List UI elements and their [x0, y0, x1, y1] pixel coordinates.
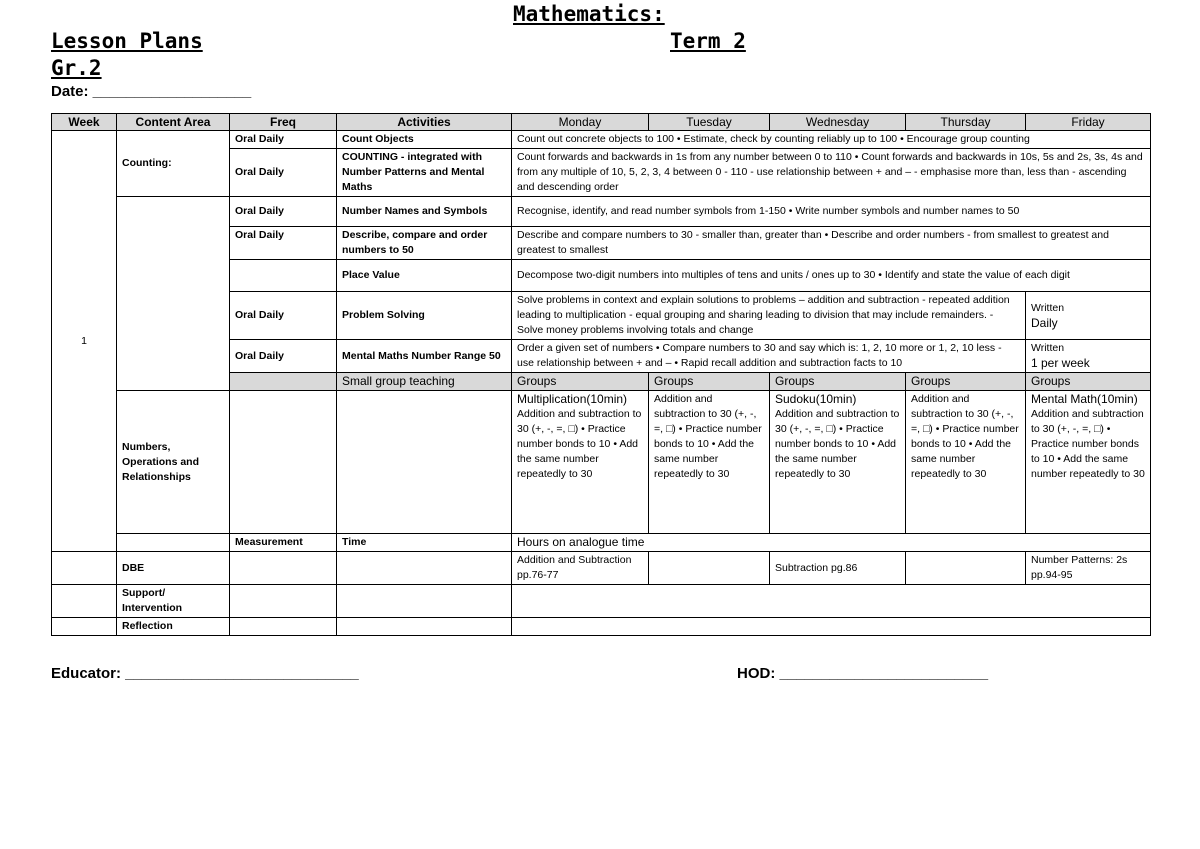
activity-description: Hours on analogue time — [512, 534, 1151, 552]
activity-cell — [337, 391, 512, 534]
term-title: Term 2 — [670, 29, 746, 53]
thursday-cell: Addition and subtraction to 30 (+, -, =, □) • Practice number bonds to 10 • Add the same number repeatedly to 30 — [906, 391, 1026, 534]
col-tuesday: Tuesday — [649, 114, 770, 131]
wednesday-cell — [770, 391, 906, 534]
content-area-blank — [117, 197, 230, 391]
freq-cell — [230, 391, 337, 534]
activity-description: Describe and compare numbers to 30 - smaller than, greater than • Describe and order numbers - from smallest to greatest and greatest to smallest — [512, 227, 1151, 260]
activity-description: Decompose two-digit numbers into multiples of tens and units / ones up to 30 • Identify and state the value of each digit — [512, 260, 1151, 292]
activity-description: Order a given set of numbers • Compare numbers to 30 and say which is: 1, 2, 10 more or 1, 2, 10 less - use relationship between + and – • Rapid recall addition and subtraction facts to 10 — [512, 340, 1026, 373]
monday-cell: Groups — [512, 373, 649, 391]
col-content-area: Content Area — [117, 114, 230, 131]
thursday-cell — [906, 552, 1026, 585]
activity-cell: Number Names and Symbols — [337, 197, 512, 227]
friday-note: Daily — [1031, 315, 1058, 330]
col-thursday: Thursday — [906, 114, 1026, 131]
week-blank — [52, 552, 117, 585]
activity-cell: Place Value — [337, 260, 512, 292]
col-freq: Freq — [230, 114, 337, 131]
monday-title: Multiplication(10min) — [517, 392, 628, 406]
table-row — [52, 391, 1151, 534]
date-field[interactable]: Date: ___________________ — [51, 83, 252, 100]
week-blank — [52, 585, 117, 618]
subject-title: Mathematics: — [513, 2, 665, 26]
tuesday-cell: Addition and subtraction to 30 (+, -, =, □) • Practice number bonds to 10 • Add the same number repeatedly to 30 — [649, 391, 770, 534]
monday-cell — [512, 391, 649, 534]
lesson-plans-title: Lesson Plans — [51, 29, 203, 53]
col-wednesday: Wednesday — [770, 114, 906, 131]
wednesday-title: Sudoku(10min) — [775, 392, 857, 406]
activity-description: Count forwards and backwards in 1s from any number between 0 to 110 • Count forwards and backwards in 10s, 5s and 2s, 3s, 4s and from any multiple of 10, 5, 2, 3, 4 between 0 - 110 - use relationship between + and – - emphasise more than, less than - ascending and descending order — [512, 149, 1151, 197]
col-week: Week — [52, 114, 117, 131]
friday-note: Written — [1031, 342, 1065, 354]
tuesday-cell — [649, 552, 770, 585]
wednesday-cell: Subtraction pg.86 — [770, 552, 906, 585]
freq-cell: Oral Daily — [230, 131, 337, 149]
friday-note: 1 per week — [1031, 356, 1090, 370]
content-area-numbers: Numbers, Operations and Relationships — [117, 391, 230, 534]
support-notes[interactable] — [512, 585, 1151, 618]
table-row — [52, 585, 1151, 618]
friday-cell: Groups — [1026, 373, 1151, 391]
activity-description: Solve problems in context and explain solutions to problems – addition and subtraction - repeated addition leading to multiplication - equal grouping and sharing leading to division that may include remainders. - Solve money problems involving totals and change — [512, 292, 1026, 340]
content-area-dbe: DBE — [117, 552, 230, 585]
week-number: 1 — [52, 131, 117, 552]
activity-cell: Small group teaching — [337, 373, 512, 391]
friday-note: Written — [1031, 301, 1065, 314]
activity-cell: COUNTING - integrated with Number Patterns and Mental Maths — [337, 149, 512, 197]
activity-cell: Problem Solving — [337, 292, 512, 340]
freq-cell: Oral Daily — [230, 292, 337, 340]
freq-cell — [230, 260, 337, 292]
table-row — [52, 131, 1151, 149]
tuesday-cell: Groups — [649, 373, 770, 391]
freq-cell — [230, 552, 337, 585]
table-header-row — [52, 114, 1151, 131]
activity-cell — [337, 618, 512, 636]
col-friday: Friday — [1026, 114, 1151, 131]
lesson-plan-table — [51, 113, 1151, 636]
freq-cell: Oral Daily — [230, 197, 337, 227]
content-area-counting: Counting: — [117, 131, 230, 197]
activity-cell — [337, 552, 512, 585]
educator-signature[interactable]: Educator: ____________________________ — [51, 665, 359, 682]
activity-cell: Mental Maths Number Range 50 — [337, 340, 512, 373]
table-row — [52, 618, 1151, 636]
monday-text: Addition and subtraction to 30 (+, -, =, □) • Practice number bonds to 10 • Add the same number repeatedly to 30 — [517, 408, 642, 480]
freq-cell — [230, 373, 337, 391]
thursday-cell: Groups — [906, 373, 1026, 391]
wednesday-cell: Groups — [770, 373, 906, 391]
content-area-blank — [117, 534, 230, 552]
freq-cell — [230, 585, 337, 618]
col-activities: Activities — [337, 114, 512, 131]
reflection-notes[interactable] — [512, 618, 1151, 636]
freq-cell: Measurement — [230, 534, 337, 552]
freq-cell: Oral Daily — [230, 227, 337, 260]
freq-cell — [230, 618, 337, 636]
wednesday-text: Addition and subtraction to 30 (+, -, =, □) • Practice number bonds to 10 • Add the same number repeatedly to 30 — [775, 408, 900, 480]
grade-title: Gr.2 — [51, 56, 102, 80]
friday-cell — [1026, 292, 1151, 340]
activity-cell — [337, 585, 512, 618]
activity-cell: Describe, compare and order numbers to 50 — [337, 227, 512, 260]
activity-cell: Count Objects — [337, 131, 512, 149]
col-monday: Monday — [512, 114, 649, 131]
content-area-support: Support/ Intervention — [117, 585, 230, 618]
activity-description: Count out concrete objects to 100 • Estimate, check by counting reliably up to 100 • Encourage group counting — [512, 131, 1151, 149]
table-row — [52, 534, 1151, 552]
table-row — [52, 552, 1151, 585]
table-row — [52, 197, 1151, 227]
content-area-reflection: Reflection — [117, 618, 230, 636]
activity-cell: Time — [337, 534, 512, 552]
freq-cell: Oral Daily — [230, 340, 337, 373]
freq-cell: Oral Daily — [230, 149, 337, 197]
friday-title: Mental Math(10min) — [1031, 392, 1138, 406]
friday-cell — [1026, 340, 1151, 373]
monday-cell: Addition and Subtraction pp.76-77 — [512, 552, 649, 585]
friday-text: Addition and subtraction to 30 (+, -, =, □) • Practice number bonds to 10 • Add the same number repeatedly to 30 — [1031, 408, 1145, 480]
friday-cell — [1026, 391, 1151, 534]
week-blank — [52, 618, 117, 636]
hod-signature[interactable]: HOD: _________________________ — [737, 665, 989, 682]
activity-description: Recognise, identify, and read number symbols from 1-150 • Write number symbols and number names to 50 — [512, 197, 1151, 227]
friday-cell: Number Patterns: 2s pp.94-95 — [1026, 552, 1151, 585]
